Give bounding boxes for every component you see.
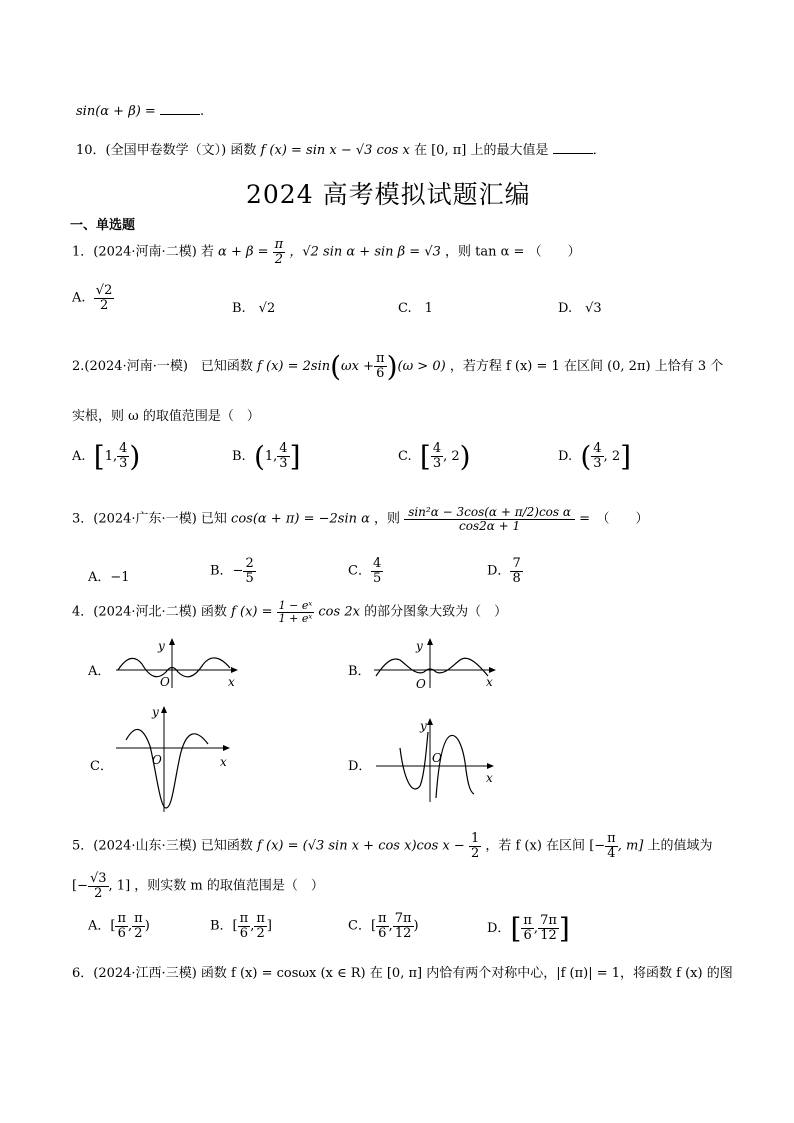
origin-label: O: [432, 751, 442, 765]
q1-option-c[interactable]: C. 1: [398, 301, 433, 316]
q4-option-d[interactable]: D．: [348, 759, 372, 774]
q1-option-a[interactable]: A. $\frac{√2}{2}$: [72, 283, 113, 313]
q5-option-c[interactable]: C．[ $\frac{\pi}{6}$ , $\frac{7\pi}{12}$ ): [348, 911, 419, 941]
q4-option-b[interactable]: B．: [348, 664, 371, 679]
q9-tail: sin(α + β) = .: [76, 104, 205, 119]
graph-b: [370, 636, 500, 692]
page-title: 2024 高考模拟试题汇编: [246, 180, 531, 209]
q3-option-a[interactable]: A．−1: [88, 570, 130, 585]
axis-y-label: y: [420, 719, 427, 733]
origin-label: O: [416, 677, 426, 691]
axis-y-label: y: [416, 639, 423, 653]
q5-option-b[interactable]: B．[ $\frac{\pi}{6}$ , $\frac{\pi}{2}$ ]: [210, 911, 272, 941]
question-2-stem: 2.(2024·河南·一模) 已知函数 f (x) = 2sin(ωx + $\frac{\pi}{6}$ )(ω > 0) ，若方程 f (x) = 1 在区间 (0, 2π) 上恰有 3 个: [72, 350, 724, 383]
axis-x-label: x: [486, 675, 493, 689]
graph-c: [112, 700, 238, 815]
q2-option-d[interactable]: D. ( $\frac{4}{3}$ , 2]: [558, 440, 632, 473]
origin-label: O: [160, 675, 170, 689]
answer-blank: [553, 143, 593, 154]
axis-y-label: y: [158, 639, 165, 653]
question-5-stem: 5．(2024·山东·三模) 已知函数 f (x) = (√3 sin x + cos x)cos x − $\frac{1}{2}$ ，若 f (x) 在区间 [− $\frac{\pi}{4}$ , m] 上的值域为: [72, 831, 713, 861]
q2-option-a[interactable]: A. [1, $\frac{4}{3}$ ): [72, 440, 141, 473]
q2-option-c[interactable]: C. [ $\frac{4}{3}$ , 2): [398, 440, 471, 473]
q3-option-b[interactable]: B．− $\frac{2}{5}$: [210, 556, 254, 586]
section-heading: 一、单选题: [70, 218, 136, 233]
q4-option-a[interactable]: A．: [88, 664, 111, 679]
q1-option-d[interactable]: D. √3: [558, 301, 602, 316]
axis-x-label: x: [228, 675, 235, 689]
question-3-stem: 3．(2024·广东·一模) 已知 cos(α + π) = −2sin α ，则 $\frac{\text{sin²α − 3cos(α + π/2)cos α}}{\cos 2\alpha + 1}$ = （ ）: [72, 505, 649, 533]
q3-option-c[interactable]: C． $\frac{4}{5}$: [348, 556, 382, 586]
axis-x-label: x: [486, 771, 493, 785]
question-4-stem: 4．(2024·河北·二模) 函数 f (x) = $\frac{\text{1 − eˣ}}{\text{1 + eˣ}}$ cos 2x 的部分图象大致为（ ）: [72, 599, 508, 625]
question-1-stem: 1．(2024·河南·二模) 若 α + β = $\frac{\pi}{2}$ ，√2 sin α + sin β = √3 ，则 tan α = （ ）: [72, 237, 581, 267]
q1-option-b[interactable]: B. √2: [232, 301, 276, 316]
question-2-stem-cont: 实根，则 ω 的取值范围是（ ）: [72, 409, 260, 424]
q5-option-a[interactable]: A．[ $\frac{\pi}{6}$ , $\frac{\pi}{2}$ ): [88, 911, 150, 941]
graph-d: [372, 710, 502, 805]
axis-y-label: y: [152, 705, 159, 719]
question-6-stem: 6．(2024·江西·三模) 函数 f (x) = cosωx (x ∈ R) 在 [0, π] 内恰有两个对称中心，|f (π)| = 1，将函数 f (x) 的图: [72, 966, 733, 981]
answer-blank: [160, 104, 200, 115]
question-5-stem-cont: [− $\frac{√3}{2}$ , 1] ，则实数 m 的取值范围是（ ）: [72, 871, 324, 901]
q3-option-d[interactable]: D． $\frac{7}{8}$: [487, 556, 521, 586]
q5-option-d[interactable]: D．[ $\frac{\pi}{6}$ , $\frac{7\pi}{12}$ ]: [487, 912, 570, 945]
axis-x-label: x: [220, 755, 227, 769]
q4-option-c[interactable]: C．: [90, 759, 113, 774]
origin-label: O: [152, 753, 162, 767]
fraction: $\frac{\pi}{2}$: [274, 237, 284, 267]
q10-line: 10．(全国甲卷数学（文）) 函数 f (x) = sin x − √3 cos x 在 [0, π] 上的最大值是 ．: [76, 143, 606, 158]
graph-a: [112, 636, 242, 692]
q2-option-b[interactable]: B. (1, $\frac{4}{3}$ ]: [232, 440, 301, 473]
